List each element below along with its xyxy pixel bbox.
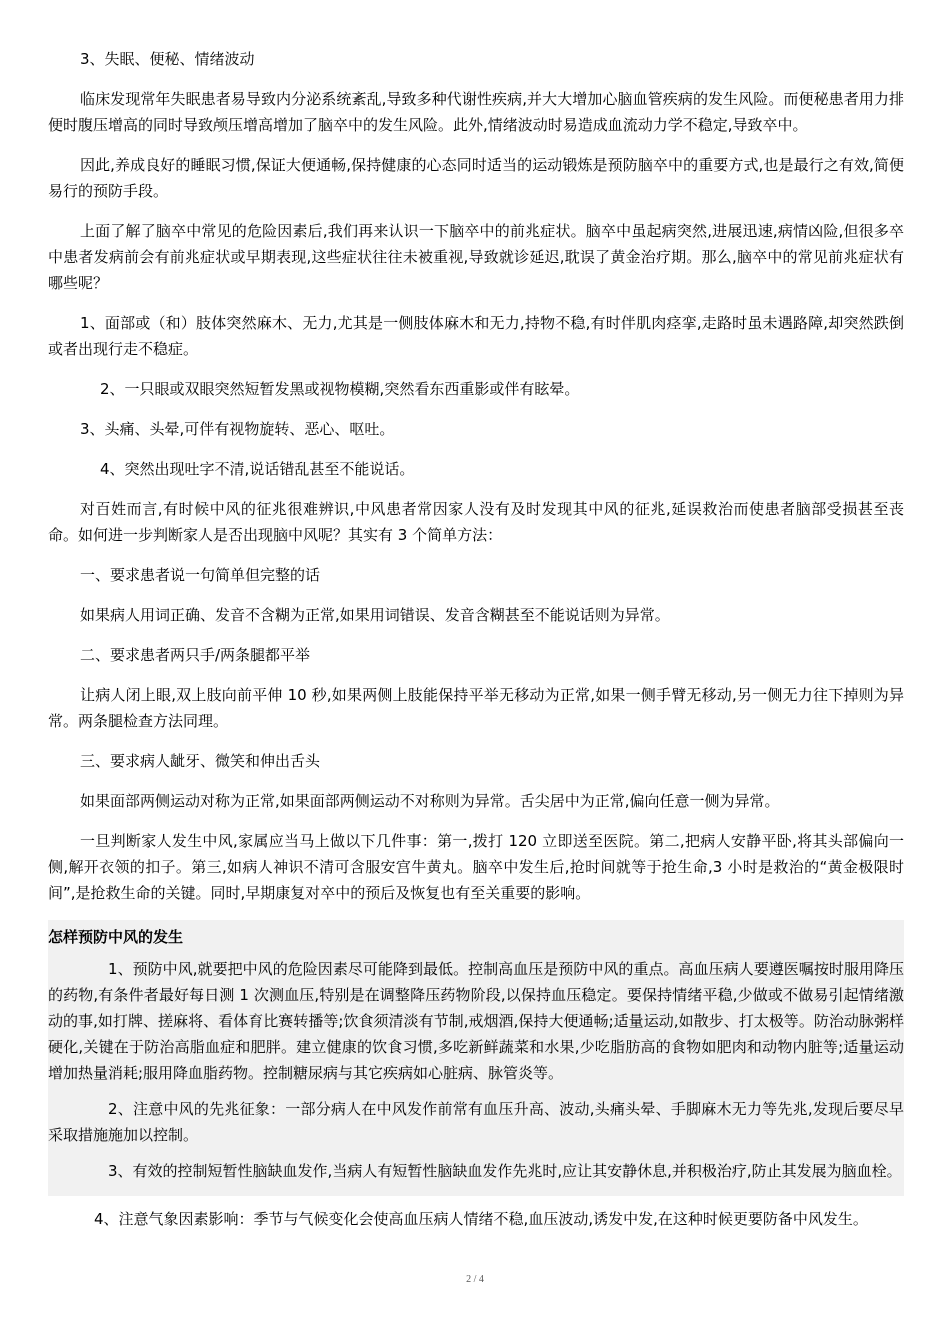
page-number: 2 / 4: [466, 1274, 484, 1285]
prevention-item-3: 3、有效的控制短暂性脑缺血发作,当病人有短暂性脑缺血发作先兆时,应让其安静休息,并积极治疗,防止其发展为脑血栓。: [108, 1162, 902, 1180]
method-text-2: 让病人闭上眼,双上肢向前平伸 10 秒,如果两侧上肢能保持平举无移动为正常,如果一侧手臂无移动,另一侧无力往下掉则为异常。两条腿检查方法同理。: [48, 686, 904, 730]
symptom-item-3: 3、头痛、头晕,可伴有视物旋转、恶心、呕吐。: [80, 420, 395, 438]
paragraph-first-aid: 一旦判断家人发生中风,家属应当马上做以下几件事：第一,拨打 120 立即送至医院。第二,把病人安静平卧,将其头部偏向一侧,解开衣领的扣子。第三,如病人神识不清可含服安宫牛黄丸。脑卒中发生后,抢时间就等于抢生命,3 小时是救治的“黄金极限时间”,是抢救生命的关键。同时,早期康复对卒中的预后及恢复也有至关重要的影响。: [48, 832, 904, 902]
method-text-1: 如果病人用词正确、发音不含糊为正常,如果用词错误、发音含糊甚至不能说话则为异常。: [80, 606, 670, 624]
section-heading-insomnia: 3、失眠、便秘、情绪波动: [80, 50, 255, 68]
method-text-3: 如果面部两侧运动对称为正常,如果面部两侧运动不对称则为异常。舌尖居中为正常,偏向任意一侧为异常。: [80, 792, 780, 810]
paragraph-insomnia-risk: 临床发现常年失眠患者易导致内分泌系统紊乱,导致多种代谢性疾病,并大大增加心脑血管疾病的发生风险。而便秘患者用力排便时腹压增高的同时导致颅压增高增加了脑卒中的发生风险。此外,情绪波动时易造成血流动力学不稳定,导致卒中。: [48, 90, 904, 134]
paragraph-symptoms-intro: 上面了解了脑卒中常见的危险因素后,我们再来认识一下脑卒中的前兆症状。脑卒中虽起病突然,进展迅速,病情凶险,但很多卒中患者发病前会有前兆症状或早期表现,这些症状往往未被重视,导致就诊延迟,耽误了黄金治疗期。那么,脑卒中的常见前兆症状有哪些呢？: [48, 222, 904, 292]
prevention-section: [48, 920, 904, 1196]
prevention-item-2: 2、注意中风的先兆征象：一部分病人在中风发作前常有血压升高、波动,头痛头晕、手脚麻木无力等先兆,发现后要尽早采取措施施加以控制。: [48, 1100, 904, 1144]
method-heading-3: 三、要求病人龇牙、微笑和伸出舌头: [80, 752, 321, 770]
prevention-section-title: 怎样预防中风的发生: [48, 928, 184, 946]
prevention-item-1: 1、预防中风,就要把中风的危险因素尽可能降到最低。控制高血压是预防中风的重点。高血压病人要遵医嘱按时服用降压的药物,有条件者最好每日测 1 次测血压,特别是在调整降压药物阶段,以保持血压稳定。要保持情绪平稳,少做或不做易引起情绪激动的事,如打牌、搓麻将、看体育比赛转播等;饮食须清淡有节制,戒烟酒,保持大便通畅;适量运动,如散步、打太极等。防治动脉粥样硬化,关键在于防治高脂血症和肥胖。建立健康的饮食习惯,多吃新鲜蔬菜和水果,少吃脂肪高的食物如肥肉和动物内脏等;适量运动增加热量消耗;服用降血脂药物。控制糖尿病与其它疾病如心脏病、脉管炎等。: [48, 960, 904, 1082]
symptom-item-4: 4、突然出现吐字不清,说话错乱甚至不能说话。: [100, 460, 415, 478]
method-heading-2: 二、要求患者两只手/两条腿都平举: [80, 646, 311, 664]
document-page: [48, 46, 904, 1246]
method-heading-1: 一、要求患者说一句简单但完整的话: [80, 566, 321, 584]
symptom-item-1: 1、面部或（和）肢体突然麻木、无力,尤其是一侧肢体麻木和无力,持物不稳,有时伴肌肉痉挛,走路时虽未遇路障,却突然跌倒或者出现行走不稳症。: [48, 314, 904, 358]
paragraph-detection-intro: 对百姓而言,有时候中风的征兆很难辨识,中风患者常因家人没有及时发现其中风的征兆,延误救治而使患者脑部受损甚至丧命。如何进一步判断家人是否出现脑中风呢？其实有 3 个简单方法：: [48, 500, 904, 544]
symptom-item-2: 2、一只眼或双眼突然短暂发黑或视物模糊,突然看东西重影或伴有眩晕。: [100, 380, 580, 398]
paragraph-prevention-habits: 因此,养成良好的睡眠习惯,保证大便通畅,保持健康的心态同时适当的运动锻炼是预防脑卒中的重要方式,也是最行之有效,简便易行的预防手段。: [48, 156, 904, 200]
prevention-item-4: 4、注意气象因素影响：季节与气候变化会使高血压病人情绪不稳,血压波动,诱发中发,在这种时候更要防备中风发生。: [94, 1210, 868, 1228]
